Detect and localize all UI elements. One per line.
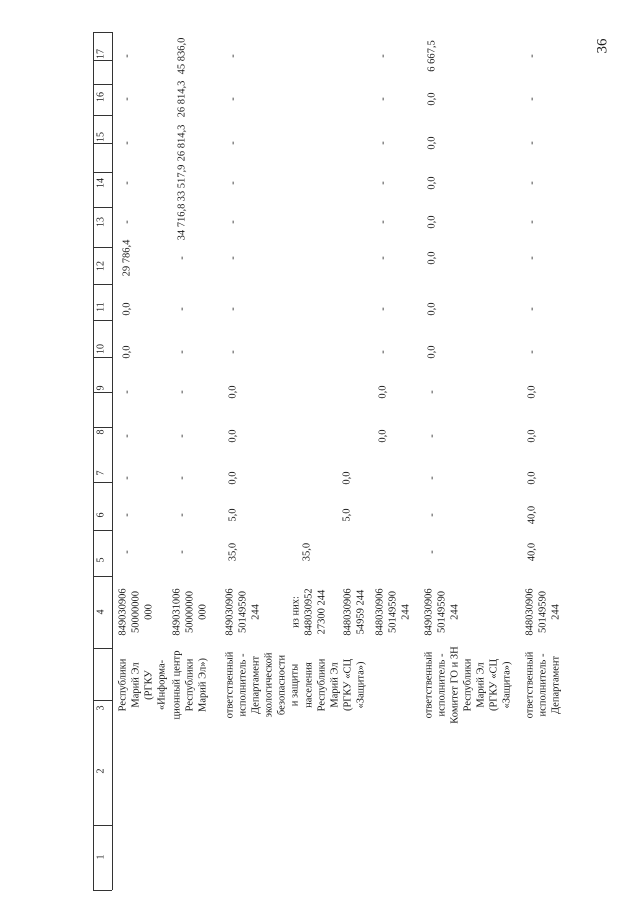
subitem-label: из них: (290, 596, 302, 628)
value-cell-c17: 45 836,0 (176, 37, 188, 75)
value-cell-c6: 40,0 (526, 505, 538, 525)
value-cell-c10: - (526, 350, 538, 354)
header-row-divider (112, 32, 113, 890)
header-column-separator (93, 482, 112, 483)
value-cell-c12: 0,0 (426, 251, 438, 265)
value-cell-c5: - (426, 550, 438, 554)
budget-code-text: 244 (449, 604, 461, 620)
value-cell-c15: - (526, 141, 538, 145)
value-cell-c13: - (227, 220, 239, 224)
value-cell-c17: - (377, 54, 389, 58)
value-cell-c15: 26 814,3 (176, 124, 188, 162)
value-cell-c11: - (227, 307, 239, 311)
header-column-separator (93, 247, 112, 248)
executor-text: Республики (462, 658, 474, 712)
value-cell-c12: - (526, 256, 538, 260)
value-cell-c15: - (121, 141, 133, 145)
value-cell-c16: 26 814,3 (176, 80, 188, 118)
executor-text: Марий Эл (130, 662, 142, 708)
value-cell-c14: 0,0 (426, 176, 438, 190)
budget-code-text: 848030906 (374, 588, 386, 636)
value-cell-c8: 0,0 (377, 429, 389, 443)
value-cell-c16: - (377, 97, 389, 101)
value-cell-c10: 0,0 (426, 345, 438, 359)
value-cell-c9: - (121, 390, 133, 394)
executor-text: (РГКУ «СЦ (342, 658, 354, 712)
executor-text: ционный центр (171, 650, 183, 720)
value-cell-c14: - (526, 181, 538, 185)
value-cell-c9: 0,0 (526, 385, 538, 399)
column-header-2: 2 (95, 768, 107, 774)
header-column-separator (93, 700, 112, 701)
budget-code-text: 50000000 (130, 591, 142, 633)
value-cell-c5: - (176, 550, 188, 554)
header-column-separator (93, 530, 112, 531)
header-column-separator (93, 320, 112, 321)
value-cell-c14: - (377, 181, 389, 185)
budget-code-text: 849030906 (117, 588, 129, 636)
executor-text: Республики (316, 658, 328, 712)
budget-code-text: 000 (143, 604, 155, 620)
value-cell-c15: 0,0 (426, 136, 438, 150)
column-header-7: 7 (95, 470, 107, 476)
executor-text: и защиты (289, 663, 301, 707)
budget-code-text: 849030906 (224, 588, 236, 636)
header-column-separator (93, 60, 112, 61)
column-header-12: 12 (95, 261, 107, 271)
budget-code-text: 848030906 (342, 588, 354, 636)
value-cell-c8: - (121, 434, 133, 438)
header-column-separator (93, 890, 112, 891)
value-cell-c6: - (176, 513, 188, 517)
column-header-9: 9 (95, 385, 107, 391)
column-header-13: 13 (95, 217, 107, 227)
column-header-6: 6 (95, 512, 107, 518)
value-cell-c16: - (121, 97, 133, 101)
executor-text: Марий Эл (475, 662, 487, 708)
value-cell-c16: - (227, 97, 239, 101)
value-cell-c12: 29 786,4 (121, 239, 133, 277)
value-cell-c11: - (377, 307, 389, 311)
value-cell-c15: - (227, 141, 239, 145)
executor-text: «Информа- (156, 659, 168, 711)
budget-code-text: 50149590 (436, 591, 448, 633)
value-cell-c11: - (176, 307, 188, 311)
value-cell-c6: 5,0 (341, 508, 353, 522)
value-cell-c7: - (426, 476, 438, 480)
executor-text: Комитет ГО и ЗН (449, 646, 461, 724)
value-cell-c14: - (121, 181, 133, 185)
budget-code-text: 27300 244 (316, 589, 328, 635)
value-cell-c5: 35,0 (227, 542, 239, 562)
value-cell-c8: 0,0 (227, 429, 239, 443)
value-cell-c11: - (526, 307, 538, 311)
value-cell-c5: - (121, 550, 133, 554)
header-column-separator (93, 427, 112, 428)
executor-text: исполнитель - (237, 653, 249, 717)
value-cell-c9: - (426, 390, 438, 394)
value-cell-c14: 33 517,9 (176, 164, 188, 202)
executor-text: Марий Эл») (197, 658, 209, 712)
column-header-16: 16 (95, 92, 107, 102)
value-cell-c8: - (176, 434, 188, 438)
value-cell-c10: - (377, 350, 389, 354)
value-cell-c15: - (377, 141, 389, 145)
value-cell-c7: - (176, 476, 188, 480)
value-cell-c17: - (526, 54, 538, 58)
value-cell-c7: 0,0 (227, 471, 239, 485)
budget-code-text: 50149590 (237, 591, 249, 633)
value-cell-c8: - (426, 434, 438, 438)
budget-code-text: 50149590 (387, 591, 399, 633)
value-cell-c12: - (377, 256, 389, 260)
value-cell-c10: 0,0 (121, 345, 133, 359)
column-header-10: 10 (95, 344, 107, 354)
executor-text: безопасности (276, 654, 288, 716)
executor-text: (РГКУ (143, 670, 155, 700)
value-cell-c7: - (121, 476, 133, 480)
budget-code-text: 50149590 (537, 591, 549, 633)
executor-text: «Защита») (355, 661, 367, 709)
column-header-4: 4 (95, 609, 107, 615)
column-header-14: 14 (95, 178, 107, 188)
header-column-separator (93, 648, 112, 649)
executor-text: ответственный (423, 651, 435, 719)
table-top-border (93, 32, 94, 890)
value-cell-c12: - (176, 256, 188, 260)
column-header-8: 8 (95, 429, 107, 435)
header-column-separator (93, 207, 112, 208)
column-header-3: 3 (95, 705, 107, 711)
budget-code-text: 848030952 (303, 588, 315, 636)
value-cell-c7: 0,0 (341, 471, 353, 485)
executor-text: Республики (117, 658, 129, 712)
column-header-15: 15 (95, 132, 107, 142)
value-cell-c14: - (227, 181, 239, 185)
value-cell-c13: - (526, 220, 538, 224)
value-cell-c11: 0,0 (121, 302, 133, 316)
budget-code-text: 244 (250, 604, 262, 620)
header-column-separator (93, 143, 112, 144)
executor-text: Республики (184, 658, 196, 712)
budget-code-text: 849031006 (171, 588, 183, 636)
column-header-5: 5 (95, 557, 107, 563)
value-cell-c17: 6 667,5 (426, 40, 438, 72)
header-column-separator (93, 825, 112, 826)
value-cell-c11: 0,0 (426, 302, 438, 316)
value-cell-c9: 0,0 (377, 385, 389, 399)
executor-text: исполнитель - (436, 653, 448, 717)
value-cell-c13: - (121, 220, 133, 224)
value-cell-c17: - (227, 54, 239, 58)
value-cell-c10: - (227, 350, 239, 354)
value-cell-c9: - (176, 390, 188, 394)
value-cell-c13: 34 716,8 (176, 203, 188, 241)
budget-code-text: 244 (550, 604, 562, 620)
value-cell-c9: 0,0 (227, 385, 239, 399)
executor-text: Департамент (550, 655, 562, 715)
value-cell-c6: - (121, 513, 133, 517)
executor-text: экологической (263, 652, 275, 718)
executor-text: Департамент (250, 655, 262, 715)
column-header-11: 11 (95, 302, 107, 312)
executor-text: населения (303, 662, 315, 708)
header-column-separator (93, 357, 112, 358)
value-cell-c7: 0,0 (526, 471, 538, 485)
budget-code-text: 000 (197, 604, 209, 620)
budget-code-text: 848030906 (524, 588, 536, 636)
executor-text: (РГКУ «СЦ (488, 658, 500, 712)
budget-code-text: 54959 244 (355, 589, 367, 635)
value-cell-c12: - (227, 256, 239, 260)
executor-text: исполнитель - (537, 653, 549, 717)
header-column-separator (93, 284, 112, 285)
value-cell-c16: - (526, 97, 538, 101)
value-cell-c17: - (121, 54, 133, 58)
page-number: 36 (594, 38, 611, 54)
header-column-separator (93, 32, 112, 33)
value-cell-c6: - (426, 513, 438, 517)
value-cell-c6: 5,0 (227, 508, 239, 522)
header-column-separator (93, 576, 112, 577)
budget-code-text: 244 (400, 604, 412, 620)
value-cell-c16: 0,0 (426, 92, 438, 106)
executor-text: ответственный (224, 651, 236, 719)
executor-text: ответственный (524, 651, 536, 719)
value-cell-c5: 40,0 (526, 542, 538, 562)
header-column-separator (93, 392, 112, 393)
executor-text: «Защита») (501, 661, 513, 709)
executor-text: Марий Эл (329, 662, 341, 708)
header-column-separator (93, 84, 112, 85)
value-cell-c13: - (377, 220, 389, 224)
value-cell-c10: - (176, 350, 188, 354)
budget-code-text: 849030906 (423, 588, 435, 636)
column-header-17: 17 (95, 49, 107, 59)
value-cell-c13: 0,0 (426, 215, 438, 229)
column-header-1: 1 (95, 854, 107, 860)
budget-code-text: 50000000 (184, 591, 196, 633)
header-column-separator (93, 172, 112, 173)
value-cell-c5: 35,0 (301, 542, 313, 562)
value-cell-c8: 0,0 (526, 429, 538, 443)
header-column-separator (93, 115, 112, 116)
